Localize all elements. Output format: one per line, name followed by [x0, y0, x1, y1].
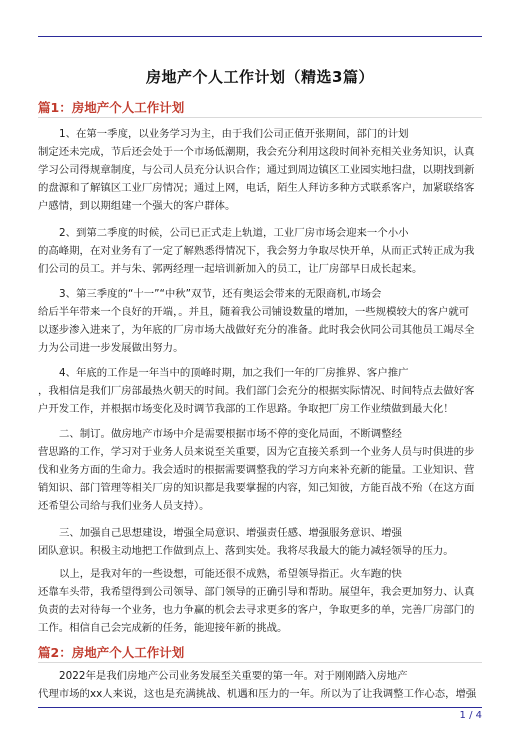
section-divider-2: [38, 662, 482, 663]
paragraph: [38, 224, 482, 278]
text-line: 销知识、部门管理等相关厂房的知识都是我要掌握的内容，知己知彼，方能百战不殆（在这方面: [38, 482, 475, 494]
text-line: 代理市场的xx人来说，这也是充满挑战、机遇和压力的一年。所以为了让我调整工作心态，增强: [38, 688, 477, 700]
text-line: 还靠车头带，我希望得到公司领导、部门领导的正确引导和帮助。展望年，我会更加努力、认真: [38, 586, 475, 598]
text-line: 给后半年带来一个良好的开端，。并且，随着我公司铺设数量的增加，一些规模较大的客户就可: [38, 306, 470, 318]
paragraph: [38, 565, 482, 637]
page-indicator: 1 / 4: [459, 710, 482, 721]
section-heading-2: 篇2：房地产个人工作计划: [38, 645, 185, 660]
document-title: 房地产个人工作计划（精选3篇）: [146, 68, 374, 86]
paragraph: [38, 667, 482, 703]
text-line: 3、第三季度的“十一”“中秋”双节，还有奥运会带来的无限商机,市场会: [59, 288, 382, 300]
text-line: 户开发工作，并根据市场变化及时调节我部的工作思路。争取把厂房工作业绩做到最大化！: [38, 403, 454, 415]
text-line: 1、在第一季度，以业务学习为主，由于我们公司正值开张期间，部门的计划: [59, 128, 409, 140]
footer-rule: [38, 707, 482, 708]
text-line: 三、加强自己思想建设，增强全局意识、增强责任感、增强服务意识、增强: [59, 527, 402, 539]
paragraph: [38, 425, 482, 515]
text-line: 力为公司进一步发展做出努力。: [38, 342, 184, 354]
text-line: 制定还未完成，节后还会处于一个市场低潮期，我会充分利用这段时间补充相关业务知识，认真: [38, 146, 475, 158]
text-line: 以逐步渗入进来了，为年底的厂房市场大战做好充分的准备。此时我会伙同公司其他员工竭尽全: [38, 324, 475, 336]
text-line: 们公司的员工。并与朱、郭两经理一起培训新加入的员工，让厂房部早日成长起来。: [38, 263, 423, 275]
text-line: 工作。相信自己会完成新的任务，能迎接年新的挑战。: [38, 622, 288, 634]
text-line: 4、年底的工作是一年当中的顶峰时期，加之我们一年的厂房推界、客户推广: [59, 367, 409, 379]
text-line: 以上，是我对年的一些设想，可能还很不成熟，希望领导指正。火车跑的快: [59, 568, 402, 580]
text-line: 营思路的工作，学习对于业务人员来说至关重要，因为它直接关系到一个业务人员与时俱进的步: [38, 446, 475, 458]
section-divider-1: [38, 117, 482, 118]
text-line: 户感情，到以期组建一个强大的客户群体。: [38, 200, 236, 212]
text-line: 二、制订。做房地产市场中介是需要根据市场不停的变化局面，不断调整经: [59, 428, 402, 440]
text-line: 学习公司得规章制度，与公司人员充分认识合作；通过到周边镇区工业园实地扫盘，以期找到新: [38, 164, 475, 176]
text-line: ，我相信是我们厂房部最热火朝天的时间。我们部门会充分的根据实际情况、时间特点去做好客: [38, 385, 475, 397]
text-line: 的高峰期，在对业务有了一定了解熟悉得情况下，我会努力争取尽快开单，从而正式转正成为我: [38, 245, 475, 257]
paragraph: [38, 524, 482, 560]
text-line: 2022年是我们房地产公司业务发展至关重要的第一年。对于刚刚踏入房地产: [59, 670, 408, 682]
text-line: 负责的去对待每一个业务，也力争赢的机会去寻求更多的客户，争取更多的单，完善厂房部门的: [38, 604, 475, 616]
text-line: 伐和业务方面的生命力。我会适时的根据需要调整我的学习方向来补充新的能量。工业知识、营: [38, 464, 475, 476]
paragraph: [38, 125, 482, 215]
text-line: 还希望公司给与我们业务人员支持）。: [38, 500, 210, 512]
paragraph: [38, 364, 482, 418]
text-line: 团队意识。积极主动地把工作做到点上、落到实处。我将尽我最大的能力减轻领导的压力。: [38, 545, 454, 557]
text-line: 的盘源和了解镇区工业厂房情况；通过上网，电话，陌生人拜访多种方式联系客户，加紧联络客: [38, 182, 475, 194]
header-rule: [38, 36, 482, 37]
paragraph: [38, 285, 482, 357]
text-line: 2、到第二季度的时候，公司已正式走上轨道，工业厂房市场会迎来一个小小: [59, 227, 409, 239]
section-heading-1: 篇1：房地产个人工作计划: [38, 100, 185, 115]
